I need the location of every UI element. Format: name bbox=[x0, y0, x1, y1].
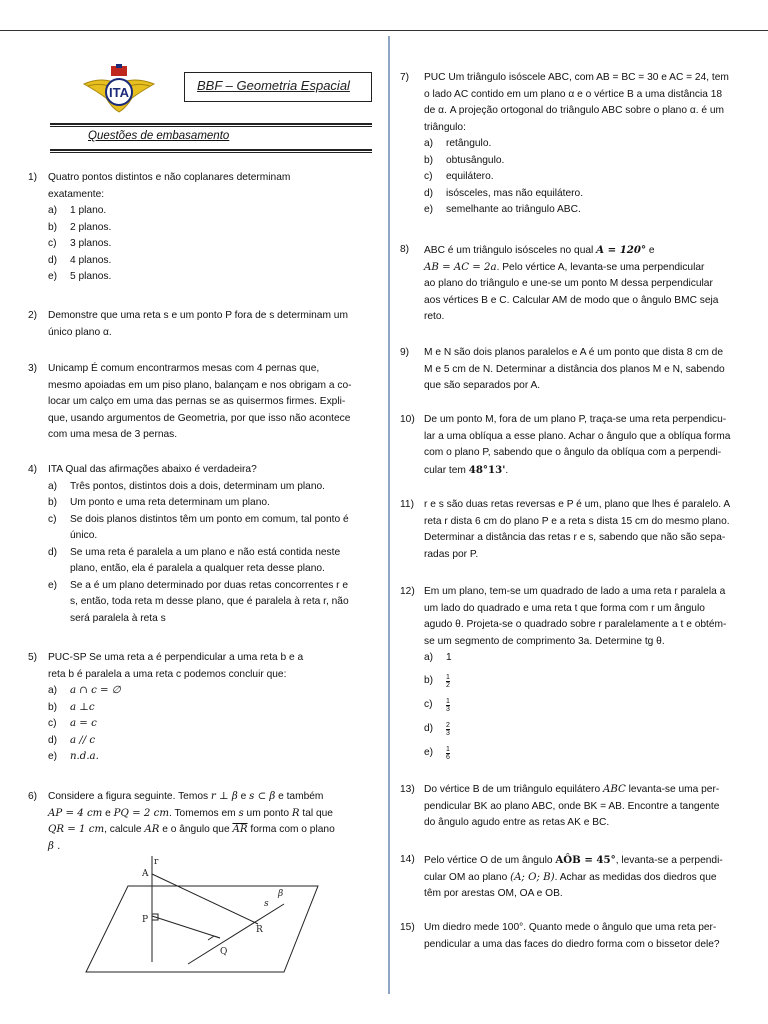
option: e) n.d.a. bbox=[48, 751, 99, 762]
label-r-point: R bbox=[256, 925, 263, 935]
question-text: Um diedro mede 100°. Quanto mede o ângulo que uma reta per- bbox=[424, 922, 717, 933]
segment-ar bbox=[152, 874, 258, 924]
segment-pq bbox=[152, 916, 220, 938]
question-number: 7) bbox=[400, 72, 410, 83]
question-number: 9) bbox=[400, 347, 410, 358]
question-2 bbox=[28, 308, 378, 341]
question-text: um lado do quadrado e uma reta t que forma com r um ângulo bbox=[424, 602, 705, 614]
label-s: s bbox=[264, 899, 269, 909]
header-title: BBF – Geometria Espacial bbox=[197, 78, 350, 93]
option: d) 4 planos. bbox=[48, 254, 112, 266]
question-15 bbox=[400, 920, 752, 953]
question-text: β . bbox=[48, 840, 61, 852]
question-1 bbox=[28, 170, 378, 286]
question-text: PUC Um triângulo isóscele ABC, com AB = BC = 30 e AC = 24, tem bbox=[424, 72, 729, 83]
question-number: 10) bbox=[400, 414, 415, 425]
question-text: têm por arestas OM, OA e OB. bbox=[424, 888, 563, 899]
top-rule bbox=[0, 30, 768, 31]
option: d) isósceles, mas não equilátero. bbox=[424, 187, 584, 199]
question-text: o lado AC contido em um plano α e o vértice B a uma distância 18 bbox=[424, 88, 723, 100]
question-number: 11) bbox=[400, 499, 414, 510]
label-r: r bbox=[154, 857, 159, 867]
question-9 bbox=[400, 345, 752, 395]
option: e) Se a é um plano determinado por duas retas concorrentes r e s, então, toda reta m desse plano, que é paralela à reta r, não será paralela à reta s bbox=[48, 579, 349, 624]
line-s bbox=[188, 904, 284, 964]
option: b) Um ponto e uma reta determinam um plano. bbox=[48, 497, 270, 508]
option: b) $\frac{1}{2}$ bbox=[424, 673, 450, 689]
option: b) 2 planos. bbox=[48, 221, 112, 233]
question-text: Pelo vértice O de um ângulo AÔB = 45°, levanta-se a perpendi- bbox=[424, 854, 723, 866]
question-8 bbox=[400, 242, 752, 326]
question-text: ao plano do triângulo e une-se um ponto M dessa perpendicular bbox=[424, 278, 713, 289]
question-number: 15) bbox=[400, 922, 415, 933]
question-text: locar um calço em uma das pernas se as quisermos firmes. Expli- bbox=[48, 396, 346, 407]
question-3 bbox=[28, 361, 378, 444]
question-text: cular tem 48°13'. bbox=[424, 463, 509, 476]
option: a) Três pontos, distintos dois a dois, determinam um plano. bbox=[48, 480, 326, 492]
option: b) a ⊥c bbox=[48, 701, 95, 713]
ita-logo bbox=[82, 62, 156, 118]
label-beta: β bbox=[278, 889, 284, 899]
question-10 bbox=[400, 412, 752, 479]
question-text: único plano α. bbox=[48, 326, 112, 338]
header-title-box bbox=[184, 72, 372, 102]
label-a: A bbox=[142, 869, 149, 879]
question-7 bbox=[400, 70, 752, 219]
question-text: reto. bbox=[424, 311, 445, 322]
question-4 bbox=[28, 462, 378, 627]
option: a) a ∩ c = ∅ bbox=[48, 685, 121, 696]
question-number: 2) bbox=[28, 310, 38, 321]
question-text: AB = AC = 2a. Pelo vértice A, levanta-se uma perpendicular bbox=[424, 261, 705, 273]
option: b) obtusângulo. bbox=[424, 154, 505, 166]
question-text: ITA Qual das afirmações abaixo é verdadeira? bbox=[48, 464, 257, 475]
column-divider bbox=[388, 36, 390, 994]
right-angle-mark bbox=[208, 936, 220, 940]
option: a) retângulo. bbox=[424, 138, 492, 149]
question-text: ABC é um triângulo isósceles no qual A = 120° e bbox=[424, 244, 655, 256]
question-number: 5) bbox=[28, 652, 38, 663]
question-text: se um segmento de comprimento 3a. Determine tg θ. bbox=[424, 635, 665, 647]
question-14 bbox=[400, 852, 752, 903]
question-text: AP = 4 cm e PQ = 2 cm. Tomemos em s um ponto R tal que bbox=[48, 807, 333, 819]
label-p: P bbox=[142, 915, 149, 925]
option: c) a = c bbox=[48, 718, 97, 729]
question-text: Em um plano, tem-se um quadrado de lado a uma reta r paralela a bbox=[424, 586, 726, 597]
option: e) 5 planos. bbox=[48, 271, 112, 282]
option: c) Se dois planos distintos têm um ponto em comum, tal ponto é único. bbox=[48, 513, 349, 541]
question-text: mesmo apoiadas em um piso plano, balançam e nos obrigam a co- bbox=[48, 379, 352, 391]
option: c) $\frac{1}{3}$ bbox=[424, 697, 450, 713]
question-text: Unicamp É comum encontrarmos mesas com 4 pernas que, bbox=[48, 363, 320, 374]
question-text: agudo θ. Projeta-se o quadrado sobre r paralelamente a t e obtém- bbox=[424, 619, 727, 630]
option: a) 1 plano. bbox=[48, 205, 107, 216]
question-text: De um ponto M, fora de um plano P, traça-se uma reta perpendicu- bbox=[424, 414, 727, 425]
question-text: Quatro pontos distintos e não coplanares determinam bbox=[48, 172, 291, 183]
question-text: pendicular a uma das faces do diedro forma com o bissetor dele? bbox=[424, 938, 720, 950]
option: c) 3 planos. bbox=[48, 238, 112, 249]
option: c) equilátero. bbox=[424, 171, 494, 182]
question-13 bbox=[400, 782, 752, 832]
question-text: do ângulo agudo entre as retas AK e BC. bbox=[424, 817, 610, 828]
question-text: radas por P. bbox=[424, 548, 479, 560]
question-text: reta b é paralela a uma reta c podemos concluir que: bbox=[48, 668, 287, 680]
question-text: que, usando argumentos de Geometria, por que isso não acontece bbox=[48, 412, 351, 424]
question-text: M e 5 cm de N. Determinar a distância dos planos M e N, sabendo bbox=[424, 363, 725, 375]
option: d) Se uma reta é paralela a um plano e não está contida neste plano, então, ela é paralela a qualquer reta desse plano. bbox=[48, 546, 341, 574]
label-q: Q bbox=[220, 947, 228, 957]
question-text: Considere a figura seguinte. Temos r ⊥ β e s ⊂ β e também bbox=[48, 791, 324, 802]
question-text: que são separados por A. bbox=[424, 380, 541, 391]
rule bbox=[50, 123, 372, 125]
question-number: 12) bbox=[400, 586, 415, 597]
question-text: pendicular BK ao plano ABC, onde BK = AB. Encontre a tangente bbox=[424, 800, 720, 812]
question-number: 14) bbox=[400, 854, 415, 865]
question-text: com uma mesa de 3 pernas. bbox=[48, 429, 178, 440]
option: d) $\frac{2}{3}$ bbox=[424, 721, 450, 737]
question-text: QR = 1 cm, calcule AR e o ângulo que $\overline{AR}$ forma com o plano bbox=[48, 824, 335, 835]
section-title: Questões de embasamento bbox=[88, 130, 230, 142]
geometry-figure bbox=[80, 856, 320, 982]
question-12 bbox=[400, 584, 752, 765]
question-text: triângulo: bbox=[424, 121, 466, 133]
question-text: r e s são duas retas reversas e P é um, plano que lhes é paralelo. A bbox=[424, 499, 731, 510]
rule bbox=[50, 149, 372, 151]
question-text: com o plano P, sabendo que o ângulo da oblíqua com a perpendi- bbox=[424, 447, 722, 458]
question-text: de α. A projeção ortogonal do triângulo ABC sobre o plano α. é um bbox=[424, 105, 725, 116]
question-number: 8) bbox=[400, 244, 410, 255]
question-number: 6) bbox=[28, 791, 38, 802]
option: e) $\frac{1}{6}$ bbox=[424, 745, 450, 761]
question-text: cular OM ao plano (A; O; B). Achar as medidas dos diedros que bbox=[424, 871, 717, 883]
question-6 bbox=[28, 789, 378, 855]
rule bbox=[50, 126, 372, 127]
question-text: Determinar a distância das retas r e s, sabendo que não são sepa- bbox=[424, 532, 726, 543]
question-text: lar a uma oblíqua a esse plano. Achar o ângulo que a oblíqua forma bbox=[424, 430, 731, 442]
question-text: PUC-SP Se uma reta a é perpendicular a uma reta b e a bbox=[48, 652, 304, 663]
svg-text:ITA: ITA bbox=[109, 85, 129, 100]
option: d) a // c bbox=[48, 734, 96, 746]
question-text: reta r dista 6 cm do plano P e a reta s dista 15 cm do mesmo plano. bbox=[424, 515, 730, 527]
rule bbox=[50, 152, 372, 153]
question-5 bbox=[28, 650, 378, 766]
question-text: M e N são dois planos paralelos e A é um ponto que dista 8 cm de bbox=[424, 347, 724, 358]
question-number: 1) bbox=[28, 172, 38, 183]
option: e) semelhante ao triângulo ABC. bbox=[424, 204, 581, 215]
question-number: 13) bbox=[400, 784, 415, 795]
question-number: 4) bbox=[28, 464, 38, 475]
question-text: aos vértices B e C. Calcular AM de modo que o ângulo BMC seja bbox=[424, 294, 719, 306]
option: a) 1 bbox=[424, 652, 452, 663]
question-text: exatamente: bbox=[48, 188, 105, 200]
question-11 bbox=[400, 497, 752, 563]
question-number: 3) bbox=[28, 363, 38, 374]
question-text: Do vértice B de um triângulo equilátero ABC levanta-se uma per- bbox=[424, 784, 720, 795]
question-text: Demonstre que uma reta s e um ponto P fora de s determinam um bbox=[48, 310, 348, 321]
